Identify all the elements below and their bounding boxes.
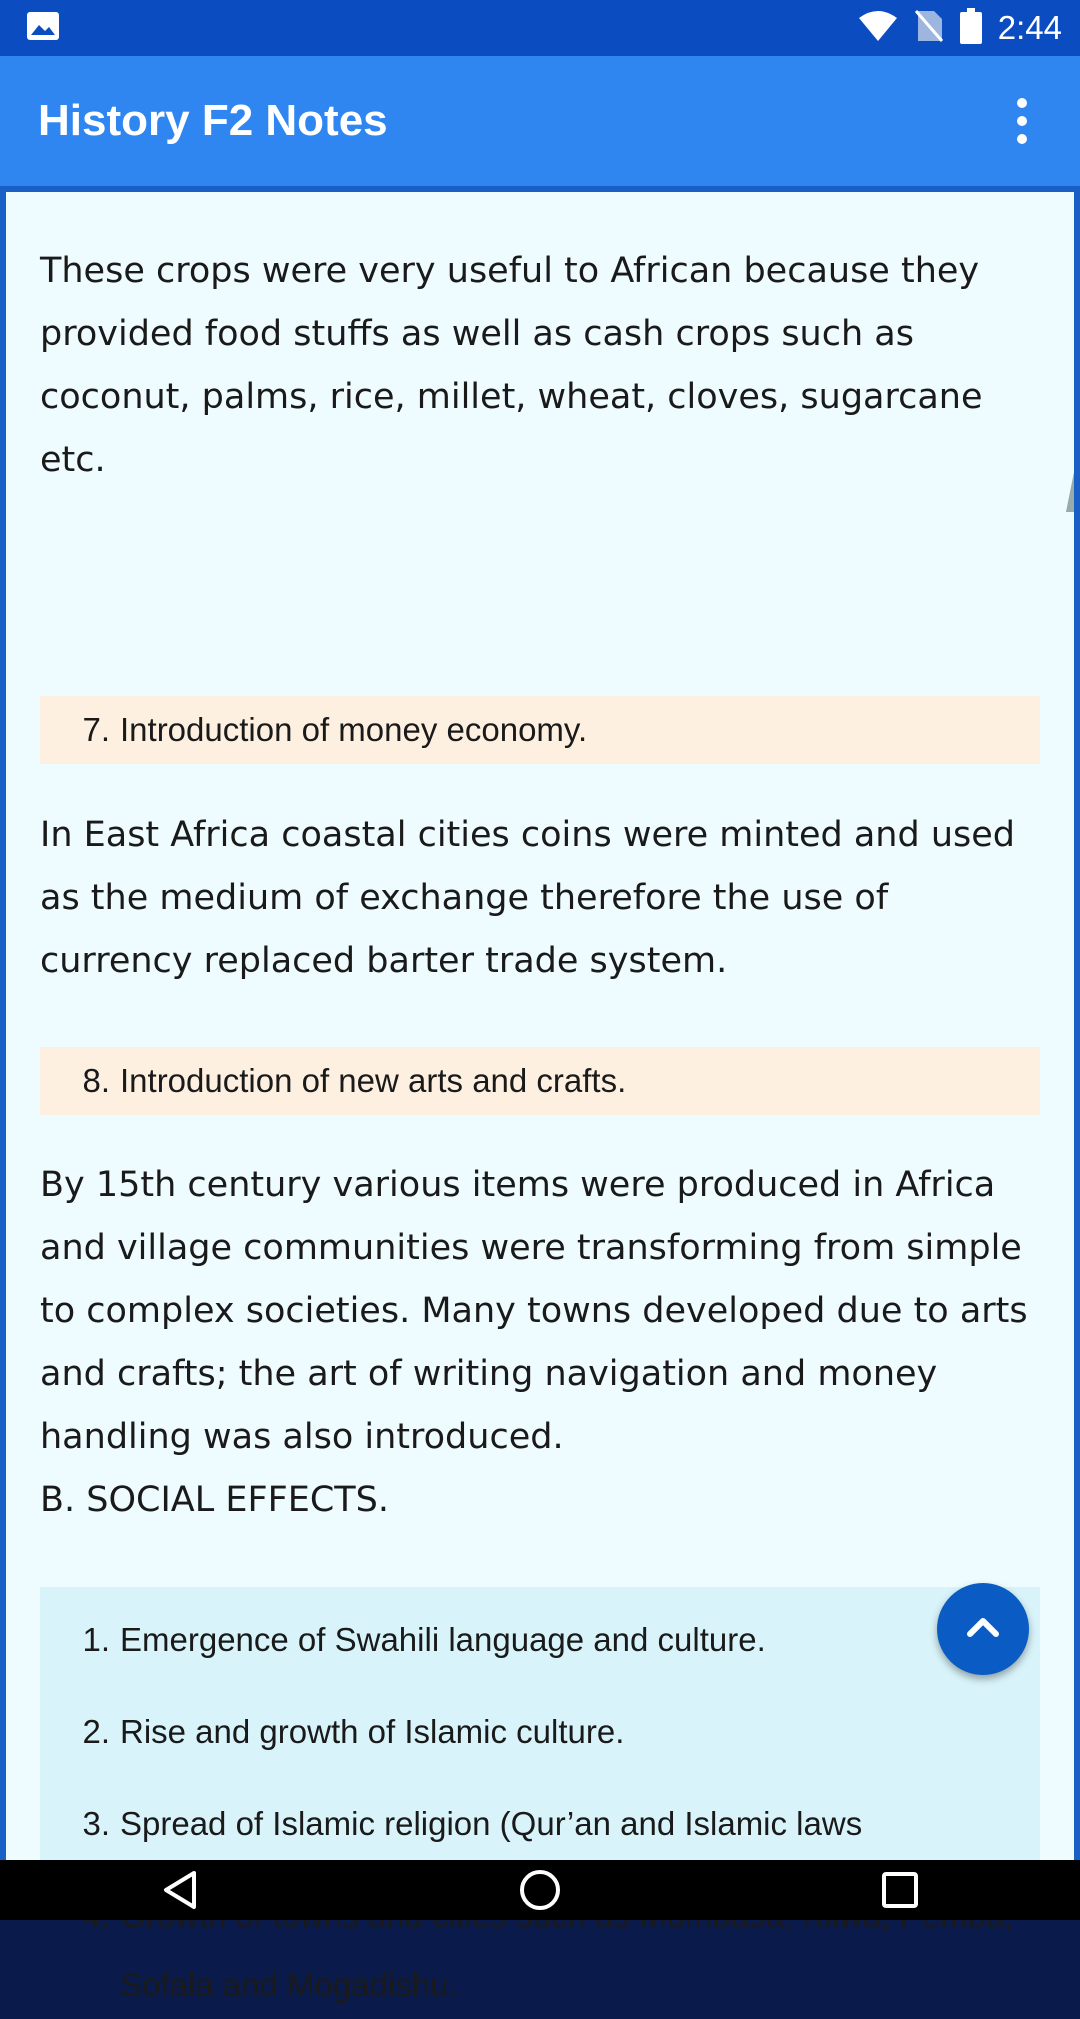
list-item-number: 3. — [82, 1805, 110, 1842]
list-item-text: Sofala and Mogadishu. — [120, 1966, 458, 2003]
list-item-number: 1. — [82, 1621, 110, 1658]
list-item — [40, 1789, 1040, 1858]
list-item-number: 2. — [82, 1713, 110, 1750]
scroll-indicator[interactable] — [1066, 472, 1074, 512]
battery-icon — [960, 8, 982, 49]
app-bar — [0, 56, 1080, 186]
image-notification-icon — [26, 11, 60, 46]
list-item-text: Rise and growth of Islamic culture. — [120, 1713, 625, 1750]
list-item-text: Emergence of Swahili language and culture. — [120, 1621, 766, 1658]
highlight-number: 8. — [82, 1062, 110, 1099]
home-icon[interactable] — [500, 1860, 580, 1920]
overflow-menu-icon[interactable] — [1002, 91, 1042, 151]
back-icon[interactable] — [140, 1860, 220, 1920]
list-item-text: Spread of Islamic religion (Qur’an and Islamic laws — [120, 1805, 863, 1842]
paragraph-money: In East Africa coastal cities coins were minted and used as the medium of exchange therefore the use of currency replaced barter trade system. — [40, 815, 1015, 981]
highlight-number: 7. — [82, 711, 110, 748]
paragraph-arts: By 15th century various items were produced in Africa and village communities were transforming from simple to complex societies. Many towns developed due to arts and crafts; the art of writing navigation and money handling was also introduced. — [40, 1165, 1028, 1457]
no-sim-icon — [914, 9, 944, 48]
status-time: 2:44 — [997, 9, 1062, 46]
paragraph-crops: These crops were very useful to African because they provided food stuffs as well as cash crops such as coconut, palms, rice, millet, wheat, cloves, sugarcane etc. — [40, 251, 983, 480]
highlight-money-economy — [40, 696, 1040, 764]
status-bar — [0, 0, 1080, 56]
wifi-icon — [858, 10, 898, 47]
highlight-text: Introduction of new arts and crafts. — [120, 1062, 627, 1099]
navigation-bar — [0, 1860, 1080, 1920]
scroll-to-top-button[interactable] — [937, 1583, 1029, 1675]
social-effects-heading: B. SOCIAL EFFECTS. — [40, 1480, 390, 1520]
social-effects-list — [40, 1587, 1040, 2003]
highlight-text: Introduction of money economy. — [120, 711, 588, 748]
recents-icon[interactable] — [860, 1860, 940, 1920]
chevron-up-icon — [966, 1616, 1000, 1643]
list-item — [40, 1697, 1040, 1766]
notes-content[interactable] — [6, 192, 1074, 2003]
app-title: History F2 Notes — [38, 96, 388, 145]
list-item — [40, 1605, 1040, 1674]
content-frame — [0, 186, 1080, 2003]
highlight-arts-crafts — [40, 1047, 1040, 1115]
